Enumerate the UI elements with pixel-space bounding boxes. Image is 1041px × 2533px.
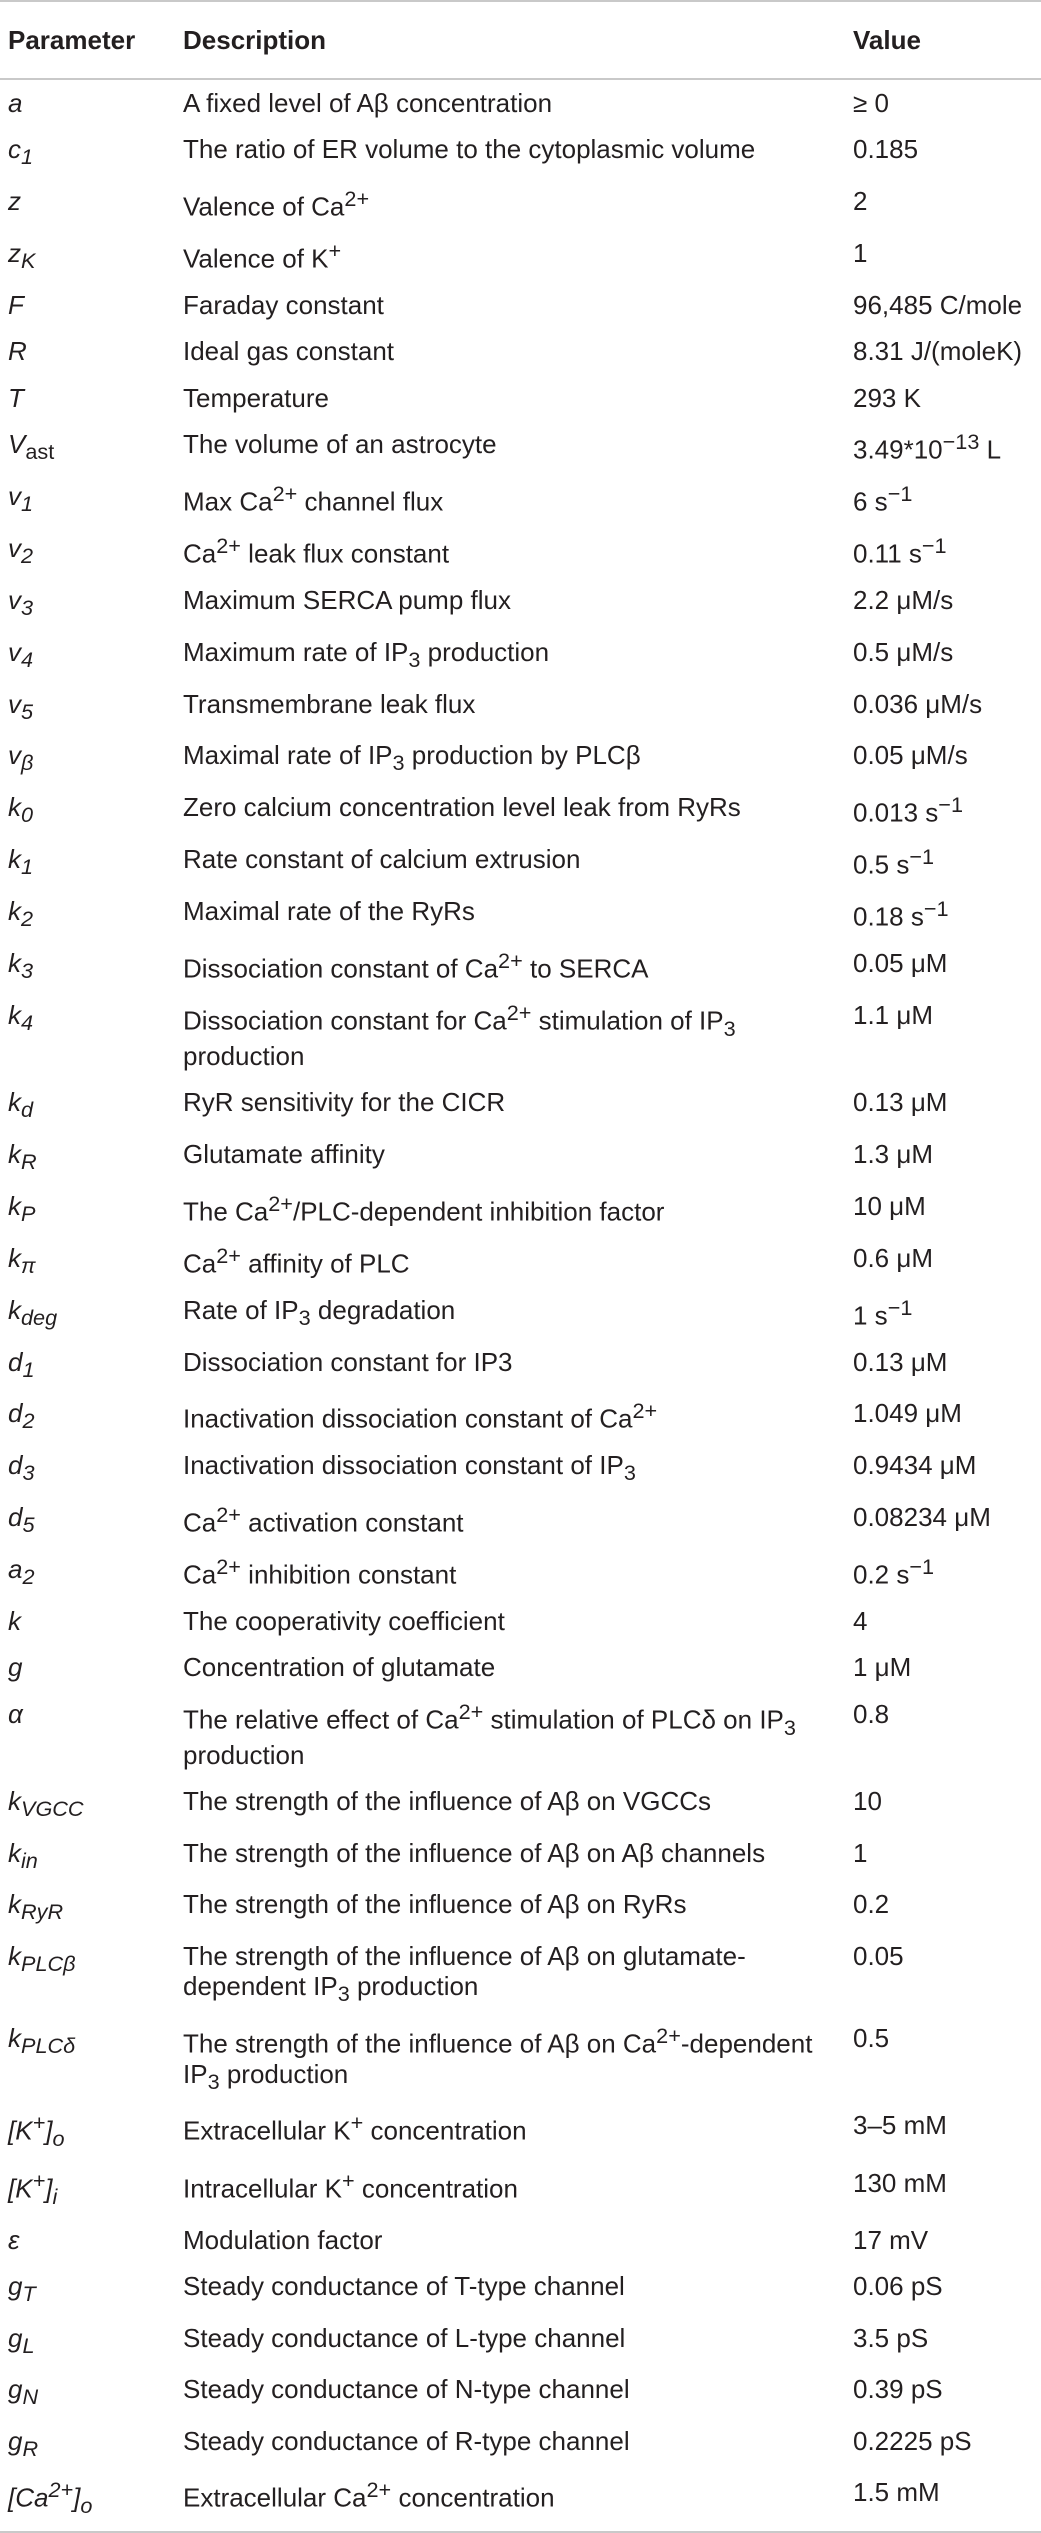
cell-value: 0.05: [853, 1940, 904, 1971]
cell-parameter: $[K^+]_o$: [8, 2110, 65, 2152]
cell-value: 2.2 μM/s: [853, 585, 954, 616]
table-row: [0, 784, 1041, 836]
cell-description: The $Ca^{2+}/PLC$-dependent inhibition factor: [183, 1190, 665, 1227]
cell-parameter: F: [8, 290, 24, 321]
cell-description: Max $Ca^{2+}$ channel flux: [183, 481, 444, 517]
table-row: [0, 888, 1041, 940]
cell-value: 1.049 μM: [853, 1398, 962, 1429]
table-row: [0, 2160, 1041, 2217]
cell-description: Maximal rate of $IP_3$ production by PLCβ: [183, 740, 641, 776]
table-row: [0, 992, 1041, 1080]
cell-description: The strength of the influence of Aβ on glutamate-dependent $IP_3$ production: [183, 1940, 746, 2007]
cell-value: 1.5 mM: [853, 2477, 940, 2508]
cell-value: 0.9434 μM: [853, 1450, 977, 1481]
cell-parameter: $k_{PLC\delta}$: [8, 2022, 76, 2059]
table-row: [0, 2418, 1041, 2470]
cell-parameter: $g_L$: [8, 2322, 35, 2358]
table-row: [0, 1546, 1041, 1598]
cell-value: 293 K: [853, 382, 921, 413]
cell-parameter: $V_{ast}$: [8, 429, 55, 465]
table-row: [0, 1287, 1041, 1339]
table-row: [0, 1598, 1041, 1644]
cell-description: Valence of $Ca^{2+}$: [183, 185, 370, 222]
table-row: [0, 1830, 1041, 1882]
cell-description: Extracellular $Ca^{2+}$ concentration: [183, 2477, 555, 2514]
cell-description: RyR sensitivity for the CICR: [183, 1087, 506, 1118]
cell-parameter: $g_N$: [8, 2374, 39, 2410]
cell-description: Modulation factor: [183, 2224, 383, 2255]
cell-value: 0.08234 μM: [853, 1501, 991, 1532]
table-row: [0, 1390, 1041, 1442]
cell-parameter: $k_\pi$: [8, 1242, 36, 1278]
cell-value: 0.05 μM/s: [853, 740, 968, 771]
cell-description: Zero calcium concentration level leak from RyRs: [183, 791, 741, 822]
cell-description: Steady conductance of L-type channel: [183, 2322, 626, 2353]
cell-value: 130 mM: [853, 2167, 947, 2198]
cell-parameter: $k_{in}$: [8, 1837, 38, 1874]
table-row: [0, 1691, 1041, 1779]
cell-value: 0.5: [853, 2022, 890, 2053]
cell-parameter: $k_P$: [8, 1190, 36, 1226]
cell-value: 1: [853, 1837, 868, 1868]
cell-parameter: $g_R$: [8, 2425, 39, 2462]
table-row: [0, 577, 1041, 629]
cell-description: $Ca^{2+}$ leak flux constant: [183, 533, 450, 570]
cell-value: 0.18 $s^{-1}$: [853, 895, 949, 932]
cell-parameter: $k_0$: [8, 791, 34, 827]
cell-parameter: $v_2$: [8, 533, 34, 569]
cell-parameter: ε: [8, 2224, 20, 2255]
cell-parameter: $v_5$: [8, 688, 34, 724]
cell-value: 0.013 $s^{-1}$: [853, 791, 963, 828]
table-row: [0, 1339, 1041, 1391]
header-description: Description: [175, 1, 845, 79]
cell-parameter: $k_d$: [8, 1087, 34, 1123]
cell-value: 3–5 mM: [853, 2110, 947, 2141]
cell-description: Extracellular K+ concentration: [183, 2110, 527, 2147]
cell-description: Ideal gas constant: [183, 336, 395, 367]
cell-value: 10: [853, 1786, 882, 1817]
table-row: [0, 2315, 1041, 2367]
cell-parameter: α: [8, 1698, 23, 1729]
table-row: [0, 79, 1041, 126]
cell-parameter: g: [8, 1652, 23, 1683]
cell-description: Inactivation dissociation constant of $IP_3$: [183, 1450, 636, 1486]
cell-value: 0.11 $s^{-1}$: [853, 533, 947, 570]
table-row: [0, 1778, 1041, 1830]
cell-description: Maximum rate of $IP_3$ production: [183, 637, 550, 673]
cell-description: $Ca^{2+}$ activation constant: [183, 1501, 464, 1538]
table-row: [0, 2102, 1041, 2159]
cell-description: The strength of the influence of Aβ on RyRs: [183, 1889, 687, 1920]
cell-parameter: $k_4$: [8, 999, 34, 1036]
cell-description: Temperature: [183, 382, 329, 413]
table-row: [0, 230, 1041, 282]
cell-parameter: $v_1$: [8, 481, 34, 517]
cell-value: 8.31 J/(moleK): [853, 336, 1023, 367]
table-row: [0, 473, 1041, 525]
cell-description: $Ca^{2+}$ inhibition constant: [183, 1553, 457, 1590]
cell-parameter: $[K^+]_i$: [8, 2167, 58, 2209]
cell-value: 10 μM: [853, 1190, 926, 1221]
cell-value: 0.39 pS: [853, 2374, 943, 2405]
cell-parameter: $d_3$: [8, 1450, 35, 1486]
table-row: [0, 282, 1041, 328]
table-row: [0, 1235, 1041, 1287]
cell-value: 0.6 μM: [853, 1242, 934, 1273]
table-row: [0, 328, 1041, 374]
cell-description: The strength of the influence of Aβ on Aβ channels: [183, 1837, 766, 1868]
cell-value: 1.1 μM: [853, 999, 934, 1030]
cell-description: Maximum SERCA pump flux: [183, 585, 511, 616]
cell-description: Glutamate affinity: [183, 1138, 385, 1169]
cell-description: The strength of the influence of Aβ on $Ca^{2+}$-dependent $IP_3$ production: [183, 2022, 813, 2095]
cell-parameter: $d_1$: [8, 1346, 35, 1382]
cell-parameter: $c_1$: [8, 134, 34, 170]
cell-description: Intracellular K+ concentration: [183, 2167, 518, 2204]
cell-value: ≥ 0: [853, 88, 889, 118]
table-row: [0, 2217, 1041, 2263]
cell-description: The relative effect of $Ca^{2+}$ stimulation of PLCδ on $IP_3$ production: [183, 1698, 796, 1770]
cell-description: Rate of $IP_3$ degradation: [183, 1294, 456, 1330]
cell-value: 0.036 μM/s: [853, 688, 983, 719]
cell-description: Maximal rate of the RyRs: [183, 895, 475, 926]
cell-parameter: $k_R$: [8, 1138, 37, 1175]
table-row: [0, 2469, 1041, 2530]
cell-description: Steady conductance of T-type channel: [183, 2271, 625, 2302]
table-row: [0, 1131, 1041, 1183]
cell-parameter: $k_3$: [8, 947, 34, 983]
cell-description: The strength of the influence of Aβ on VGCCs: [183, 1786, 712, 1817]
cell-value: 96,485 C/mole: [853, 290, 1023, 321]
table-row: [0, 1494, 1041, 1546]
cell-value: 4: [853, 1605, 868, 1636]
table-row: [0, 2366, 1041, 2418]
table-row: [0, 375, 1041, 421]
cell-value: 1.3 μM: [853, 1138, 934, 1169]
table-row: [0, 1933, 1041, 2015]
table-row: [0, 126, 1041, 178]
cell-parameter: $d_5$: [8, 1501, 35, 1537]
cell-description: Rate constant of calcium extrusion: [183, 843, 581, 874]
cell-parameter: $k_{RyR}$: [8, 1889, 64, 1925]
table-row: [0, 940, 1041, 992]
cell-parameter: $k_{deg}$: [8, 1294, 58, 1330]
cell-description: Concentration of glutamate: [183, 1652, 496, 1683]
table-row: [0, 1881, 1041, 1933]
cell-description: The ratio of ER volume to the cytoplasmic volume: [183, 134, 756, 165]
cell-description: Inactivation dissociation constant of $Ca^{2+}$: [183, 1398, 658, 1434]
cell-parameter: $k_{PLC\beta}$: [8, 1940, 76, 1977]
cell-value: 2: [853, 185, 868, 216]
cell-value: 6 $s^{-1}$: [853, 481, 913, 517]
cell-value: 0.2 $s^{-1}$: [853, 1553, 935, 1590]
cell-value: 0.2225 pS: [853, 2425, 972, 2456]
cell-value: 0.185: [853, 134, 919, 165]
cell-parameter: $d_2$: [8, 1398, 35, 1434]
table-row: [0, 629, 1041, 681]
table-row: [0, 732, 1041, 784]
table-header-row: [0, 1, 1041, 79]
cell-parameter: $v_\beta$: [8, 740, 34, 776]
cell-parameter: a: [8, 88, 23, 118]
table-row: [0, 1644, 1041, 1690]
cell-parameter: z: [8, 185, 21, 216]
cell-description: Faraday constant: [183, 290, 384, 321]
table-row: [0, 2263, 1041, 2315]
table-row: [0, 1183, 1041, 1235]
cell-parameter: $[Ca^{2+}]_o$: [8, 2477, 93, 2519]
cell-value: $3.49*10^{-13}$ L: [853, 429, 1002, 465]
cell-value: 1 $s^{-1}$: [853, 1294, 913, 1331]
cell-description: Steady conductance of N-type channel: [183, 2374, 630, 2405]
cell-description: Dissociation constant for $Ca^{2+}$ stimulation of $IP_3$ production: [183, 999, 736, 1072]
cell-description: Valence of K+: [183, 238, 342, 274]
cell-value: 17 mV: [853, 2224, 929, 2255]
table-row: [0, 421, 1041, 473]
cell-parameter: $k_{VGCC}$: [8, 1786, 84, 1822]
table-row: [0, 178, 1041, 230]
table-row: [0, 1442, 1041, 1494]
cell-parameter: $k_1$: [8, 843, 34, 879]
cell-description: $Ca^{2+}$ affinity of PLC: [183, 1242, 410, 1279]
cell-parameter: $v_3$: [8, 585, 34, 621]
table-row: [0, 2015, 1041, 2103]
cell-parameter: $z_K$: [8, 238, 36, 274]
table-row: [0, 681, 1041, 733]
cell-parameter: $v_4$: [8, 637, 34, 673]
table-body: [0, 79, 1041, 2531]
cell-value: 3.5 pS: [853, 2322, 929, 2353]
cell-value: 0.5 $s^{-1}$: [853, 843, 935, 880]
cell-description: Dissociation constant for IP3: [183, 1346, 513, 1377]
cell-value: 0.8: [853, 1698, 890, 1729]
cell-description: Dissociation constant of $Ca^{2+}$ to SERCA: [183, 947, 649, 984]
cell-description: A fixed level of Aβ concentration: [183, 88, 553, 118]
cell-parameter: R: [8, 336, 27, 367]
table-row: [0, 1079, 1041, 1131]
cell-parameter: $a_2$: [8, 1553, 35, 1590]
cell-parameter: k: [8, 1605, 21, 1636]
cell-value: 1 μM: [853, 1652, 912, 1683]
table-row: [0, 836, 1041, 888]
table-row: [0, 525, 1041, 577]
cell-value: 1: [853, 238, 868, 268]
cell-value: 0.13 μM: [853, 1087, 948, 1118]
header-value: Value: [845, 1, 1041, 79]
cell-description: The cooperativity coefficient: [183, 1605, 505, 1636]
cell-description: The volume of an astrocyte: [183, 429, 497, 460]
cell-parameter: $k_2$: [8, 895, 34, 931]
cell-value: 0.13 μM: [853, 1346, 948, 1377]
cell-description: Transmembrane leak flux: [183, 688, 476, 719]
cell-value: 0.06 pS: [853, 2271, 943, 2302]
cell-value: 0.05 μM: [853, 947, 948, 978]
header-parameter: Parameter: [0, 1, 175, 79]
cell-description: Steady conductance of R-type channel: [183, 2425, 630, 2456]
cell-parameter: $g_T$: [8, 2271, 36, 2307]
cell-value: 0.5 μM/s: [853, 637, 954, 667]
cell-value: 0.2: [853, 1889, 890, 1920]
cell-parameter: T: [8, 382, 24, 413]
